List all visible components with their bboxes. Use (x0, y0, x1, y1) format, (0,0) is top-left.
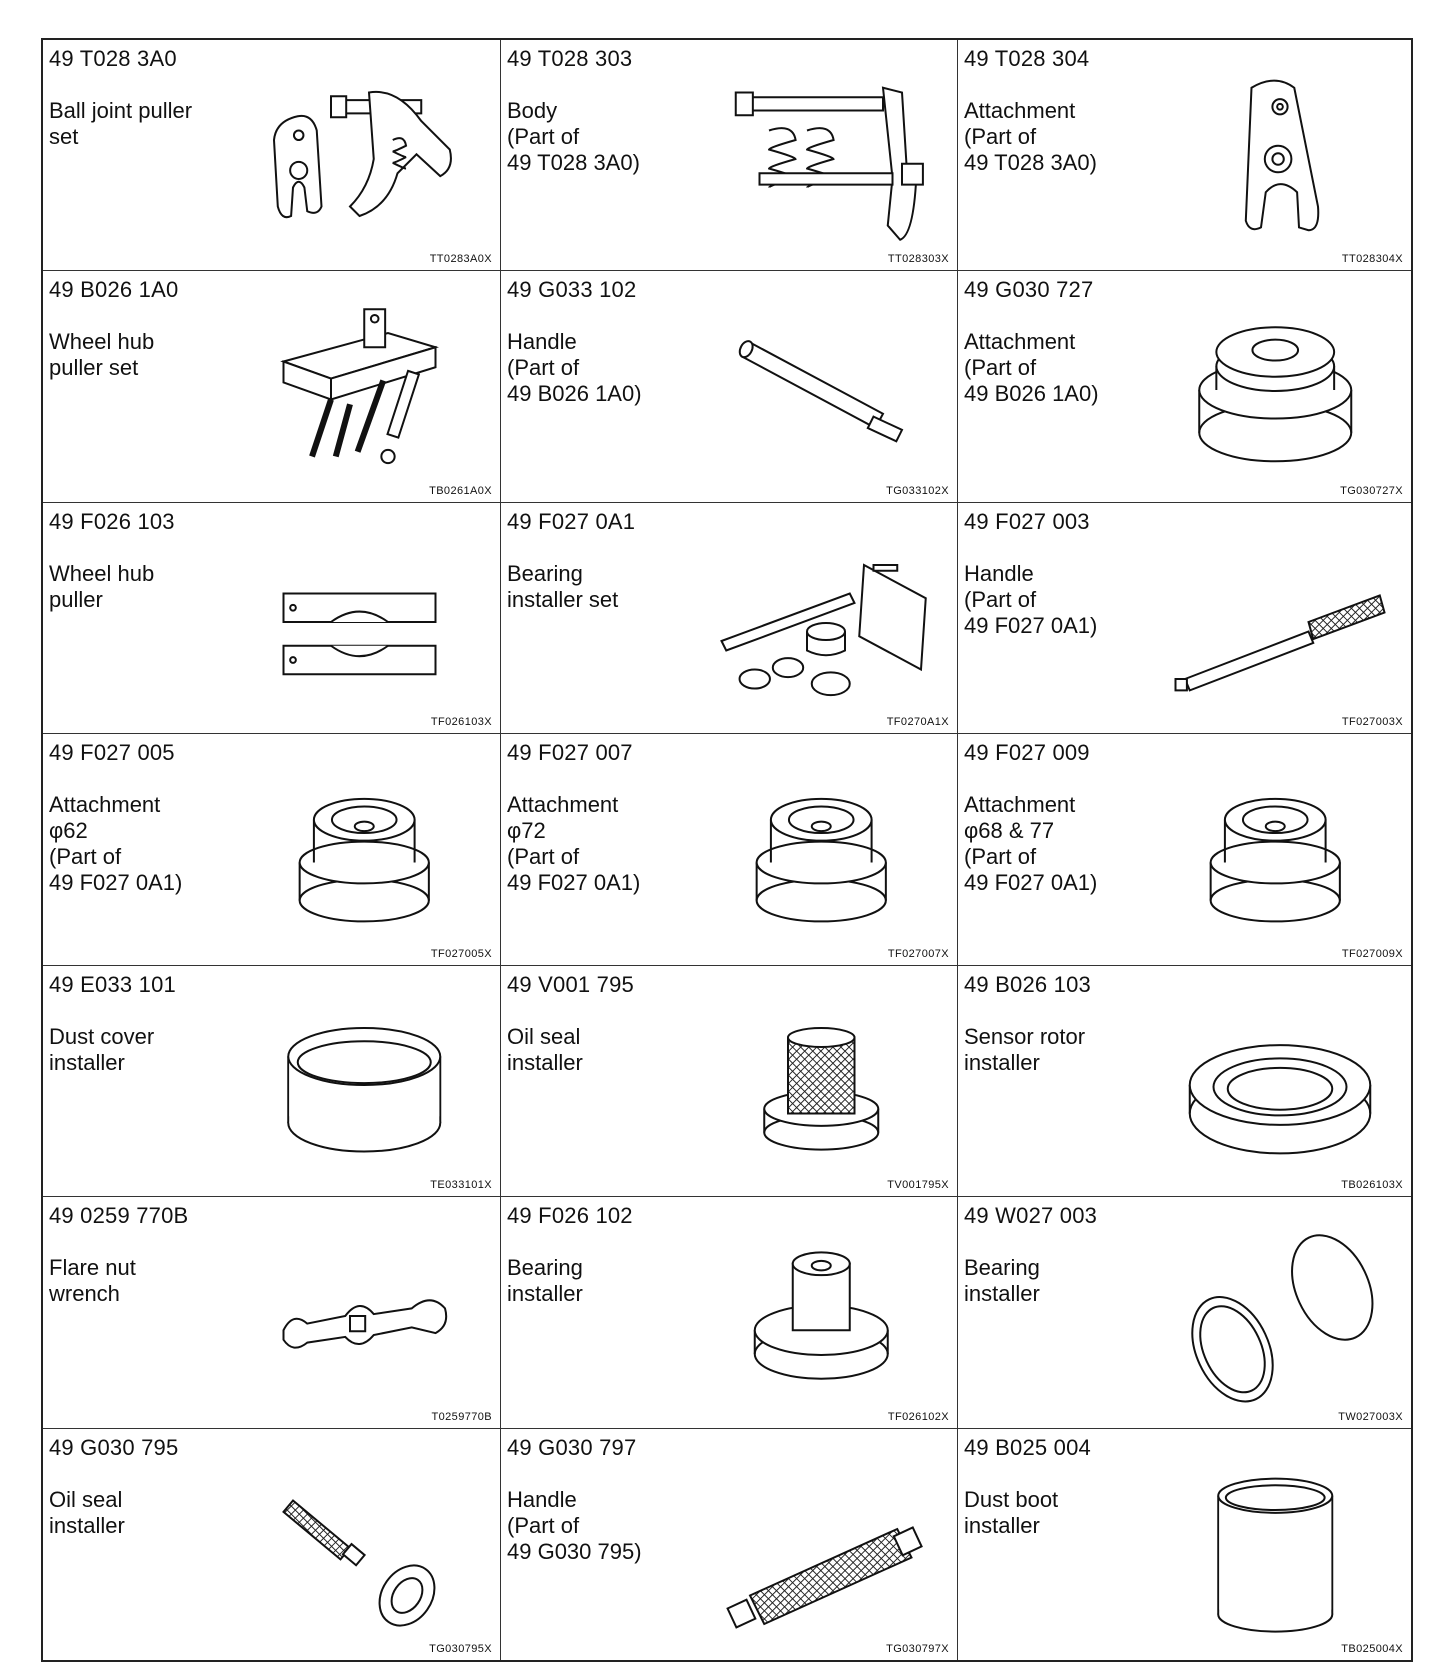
tool-cell (958, 1429, 1411, 1660)
tool-part-number: 49 F026 102 (507, 1203, 633, 1229)
tool-cell (958, 503, 1411, 734)
tool-description (964, 792, 1097, 896)
tool-figure-code: TF027007X (887, 947, 949, 960)
ball-joint-puller-set-icon (254, 64, 484, 254)
tool-description-line: (Part of (507, 355, 580, 381)
tool-part-number: 49 T028 3A0 (49, 46, 177, 71)
tool-description-line: (Part of (964, 586, 1037, 612)
tool-description (507, 329, 642, 407)
tool-description-line: Oil seal (507, 1023, 581, 1049)
tool-description-line: installer (964, 1049, 1040, 1075)
tool-part-number: 49 V001 795 (507, 971, 634, 997)
tool-description-line: Wheel hub (49, 560, 155, 586)
tool-cell (958, 271, 1411, 502)
tool-description-line: installer (49, 1049, 125, 1075)
tool-description-line: (Part of (964, 124, 1037, 149)
tool-figure-code: TG033102X (886, 484, 949, 497)
tool-description-line: Handle (964, 560, 1034, 586)
tool-figure-code: TT028304X (1341, 253, 1403, 266)
tool-part-number: 49 B026 103 (964, 971, 1091, 997)
tool-part-number: 49 E033 101 (49, 971, 176, 997)
tool-description (49, 1255, 136, 1307)
tool-part-number: 49 T028 303 (507, 46, 633, 71)
tool-part-number: 49 F027 0A1 (507, 508, 636, 534)
tool-description (507, 98, 640, 176)
tool-part-number: 49 W027 003 (964, 1203, 1098, 1229)
tool-figure-code: TW027003X (1338, 1410, 1403, 1423)
tool-description-line: Bearing (964, 1255, 1040, 1281)
tool-description-line: Attachment (507, 792, 619, 818)
tool-figure-code: TG030797X (886, 1643, 949, 1655)
tool-description-line: (Part of (507, 124, 580, 149)
tool-part-number: 49 T028 304 (964, 46, 1090, 71)
tool-figure-code: TF027005X (430, 947, 492, 960)
tool-description (964, 1024, 1085, 1076)
tool-figure-code: TF026103X (430, 716, 492, 729)
tool-figure-code: TF027009X (1341, 947, 1403, 960)
tool-description-line: puller (49, 586, 103, 612)
stepped-attachment-icon (254, 758, 484, 948)
tool-description-line: 49 F027 0A1) (507, 870, 641, 896)
tool-description-line: Attachment (964, 329, 1076, 355)
tool-cell (43, 271, 501, 502)
tool-description-line: φ68 & 77 (964, 818, 1055, 844)
tool-cell (501, 271, 958, 502)
tool-description (49, 1487, 125, 1539)
tool-description (964, 98, 1097, 176)
ring-sleeve-icon (254, 990, 484, 1180)
tool-description-line: Oil seal (49, 1486, 123, 1512)
tool-description-line: Attachment (964, 98, 1076, 123)
tool-cell (43, 1429, 501, 1660)
tool-description-line: (Part of (964, 355, 1037, 381)
flare-nut-wrench-icon (254, 1221, 484, 1411)
tool-part-number: 49 G033 102 (507, 277, 637, 303)
tool-description-line: Wheel hub (49, 329, 155, 355)
tool-description-line: φ62 (49, 818, 88, 844)
tool-description-line: 49 G030 795) (507, 1538, 642, 1564)
stepped-attachment-icon (711, 758, 941, 948)
tool-description-line: Bearing (507, 560, 583, 586)
tool-description-line: 49 F027 0A1) (964, 870, 1098, 896)
tool-description-line: Ball joint puller (49, 98, 193, 123)
seal-installer-icon (711, 990, 941, 1180)
tool-part-number: 49 F027 007 (507, 740, 633, 766)
tool-figure-code: T0259770B (431, 1410, 492, 1423)
tool-description-line: Attachment (49, 792, 161, 818)
tool-part-number: 49 B025 004 (964, 1434, 1091, 1460)
tool-description-line: installer set (507, 586, 619, 612)
bearing-installer-set-icon (711, 527, 941, 717)
tool-description-line: installer (964, 1281, 1040, 1307)
tool-cell (501, 966, 958, 1197)
tool-description-line: Sensor rotor (964, 1023, 1086, 1049)
tool-description (964, 561, 1097, 639)
puller-body-icon (711, 64, 941, 254)
tool-description (49, 98, 192, 150)
tool-description-line: 49 F027 0A1) (49, 870, 183, 896)
tool-part-number: 49 F027 009 (964, 740, 1090, 766)
tool-description-line: Handle (507, 329, 577, 355)
tool-description (49, 1024, 154, 1076)
tool-description-line: Bearing (507, 1255, 583, 1281)
cylinder-sleeve-icon (1165, 1221, 1395, 1411)
tool-description-line: 49 F027 0A1) (964, 612, 1098, 638)
tool-part-number: 49 G030 727 (964, 277, 1094, 303)
tool-figure-code: TT028303X (887, 253, 949, 266)
tool-cell (958, 966, 1411, 1197)
tool-figure-code: TG030795X (429, 1643, 492, 1655)
tool-description (964, 1487, 1058, 1539)
tool-description-line: Handle (507, 1486, 577, 1512)
tool-figure-code: TF027003X (1341, 716, 1403, 729)
knurled-grip-handle-icon (711, 1453, 941, 1643)
stepped-attachment-icon (1165, 758, 1395, 948)
tool-description-line: 49 B026 1A0) (507, 381, 642, 407)
tool-description (964, 1255, 1040, 1307)
tool-cell (43, 1197, 501, 1428)
tool-description (507, 1024, 583, 1076)
special-tools-table (41, 38, 1413, 1662)
tool-description-line: (Part of (507, 844, 580, 870)
tool-description-line: 49 T028 3A0) (964, 150, 1097, 175)
tool-description-line: φ72 (507, 818, 546, 844)
tool-figure-code: TT0283A0X (429, 253, 492, 266)
tool-figure-code: TB025004X (1341, 1643, 1403, 1655)
tool-description-line: Dust cover (49, 1023, 155, 1049)
tool-figure-code: TE033101X (430, 1179, 492, 1192)
tool-description-line: (Part of (49, 844, 122, 870)
tool-description-line: installer (507, 1049, 583, 1075)
bearing-installer-icon (711, 1221, 941, 1411)
tool-figure-code: TB0261A0X (429, 484, 492, 497)
tool-cell (958, 40, 1411, 271)
tool-description-line: installer (49, 1512, 125, 1538)
rotor-installer-icon (1165, 990, 1395, 1180)
tool-description-line: installer (507, 1281, 583, 1307)
tool-description-line: Attachment (964, 792, 1076, 818)
knurled-handle-icon (1165, 527, 1395, 717)
tool-description (507, 561, 618, 613)
puller-plates-icon (254, 527, 484, 717)
tool-description (507, 792, 640, 896)
tool-part-number: 49 B026 1A0 (49, 277, 179, 303)
tool-cell (501, 40, 958, 271)
tool-cell (501, 503, 958, 734)
tool-part-number: 49 G030 795 (49, 1434, 179, 1460)
tool-description-line: puller set (49, 355, 139, 381)
tool-cell (43, 966, 501, 1197)
tool-description (507, 1487, 642, 1565)
tool-description-line: Body (507, 98, 558, 123)
wheel-hub-puller-set-icon (254, 295, 484, 485)
tool-cell (43, 40, 501, 271)
tool-cell (501, 734, 958, 965)
handle-rod-icon (711, 295, 941, 485)
tool-description-line: (Part of (507, 1512, 580, 1538)
tool-cell (958, 734, 1411, 965)
tool-description (507, 1255, 583, 1307)
tool-part-number: 49 0259 770B (49, 1203, 189, 1229)
tool-part-number: 49 F027 005 (49, 740, 175, 766)
tool-cell (43, 503, 501, 734)
tool-description-line: installer (964, 1512, 1040, 1538)
tool-description (49, 329, 154, 381)
dust-boot-installer-icon (1165, 1453, 1395, 1643)
tool-part-number: 49 G030 797 (507, 1434, 637, 1460)
tool-description-line: (Part of (964, 844, 1037, 870)
tool-figure-code: TF0270A1X (886, 716, 949, 729)
tool-description-line: 49 T028 3A0) (507, 150, 640, 175)
tool-description-line: wrench (49, 1281, 120, 1307)
tool-cell (958, 1197, 1411, 1428)
tool-cell (43, 734, 501, 965)
tool-part-number: 49 F026 103 (49, 508, 175, 534)
tool-cell (501, 1429, 958, 1660)
oil-seal-installer-icon (254, 1453, 484, 1643)
tool-description (49, 792, 182, 896)
tool-figure-code: TB026103X (1341, 1179, 1403, 1192)
tool-description (49, 561, 154, 613)
tool-figure-code: TV001795X (887, 1179, 949, 1192)
tool-description-line: set (49, 124, 79, 149)
tool-figure-code: TG030727X (1340, 484, 1403, 497)
tool-description (964, 329, 1099, 407)
ring-attachment-icon (1165, 295, 1395, 485)
fork-attachment-icon (1165, 64, 1395, 254)
tool-part-number: 49 F027 003 (964, 508, 1090, 534)
tool-description-line: 49 B026 1A0) (964, 381, 1099, 407)
tool-figure-code: TF026102X (887, 1410, 949, 1423)
tool-description-line: Flare nut (49, 1255, 136, 1281)
tool-cell (501, 1197, 958, 1428)
tool-description-line: Dust boot (964, 1486, 1059, 1512)
